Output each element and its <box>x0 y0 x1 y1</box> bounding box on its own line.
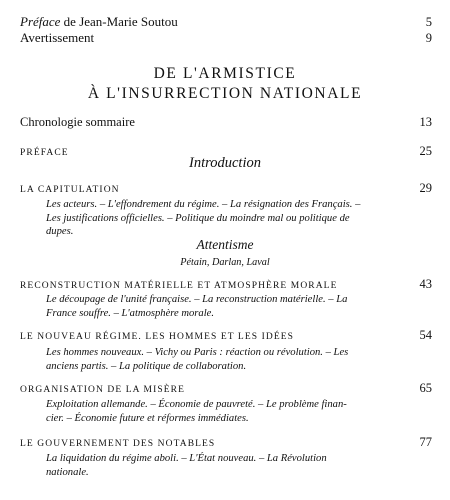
summary-line: Les justifications officielles. – Politique du moindre mal ou politique de <box>46 212 350 224</box>
summary-line: Le découpage de l'unité française. – La reconstruction matérielle. – La <box>46 294 348 305</box>
toc-entry-organisation-misere <box>20 381 432 396</box>
toc-entry-summary <box>46 198 424 239</box>
toc-entry-summary <box>46 452 424 479</box>
toc-entry-label: Avertissement <box>20 30 95 45</box>
toc-page-number: 77 <box>419 435 432 449</box>
toc-page-number: 43 <box>419 277 432 291</box>
part-title-line-2: À L'INSURRECTION NATIONALE <box>87 85 363 102</box>
attentisme-names: Pétain, Darlan, Laval <box>180 257 270 268</box>
summary-line: cier. – Économie future et réformes immédiates. <box>46 412 249 424</box>
toc-page-number: 54 <box>419 328 432 342</box>
summary-line: nationale. <box>46 466 89 478</box>
toc-entry-label: LA CAPITULATION <box>20 185 120 195</box>
toc-entry-avertissement <box>20 30 432 46</box>
summary-line: anciens partis. – La politique de collaboration. <box>46 360 247 372</box>
part-title-line-1: DE L'ARMISTICE <box>153 65 297 82</box>
toc-entry-label: LE NOUVEAU RÉGIME. LES HOMMES ET LES IDÉES <box>20 332 295 342</box>
summary-line: Les acteurs. – L'effondrement du régime. – La résignation des Français. – <box>46 199 361 210</box>
toc-entry-chronologie <box>20 115 432 130</box>
toc-entry-label <box>20 14 178 30</box>
introduction-heading: Introduction <box>189 155 261 171</box>
toc-page-number: 13 <box>419 115 432 129</box>
toc-entry-label: ORGANISATION DE LA MISÈRE <box>20 385 185 395</box>
toc-page-number: 25 <box>419 144 432 158</box>
toc-page-number: 5 <box>425 15 432 29</box>
toc-page-number: 9 <box>425 31 432 45</box>
summary-line: La liquidation du régime aboli. – L'État nouveau. – La Révolution <box>46 453 327 464</box>
toc-entry-label: RECONSTRUCTION MATÉRIELLE ET ATMOSPHÈRE MORALE <box>20 281 338 291</box>
toc-entry-gouvernement-notables <box>20 435 432 450</box>
toc-entry-label-rest: de Jean-Marie Soutou <box>60 14 178 29</box>
toc-entry-label: Chronologie sommaire <box>20 115 135 129</box>
toc-entry-label-italic: Préface <box>20 14 61 29</box>
toc-entry-capitulation <box>20 181 432 196</box>
toc-entry-label: PRÉFACE <box>20 148 69 158</box>
toc-entry-nouveau-regime <box>20 328 432 343</box>
toc-entry-summary <box>46 293 424 320</box>
toc-entry-reconstruction <box>20 277 432 292</box>
toc-entry-preface-soutou <box>20 14 432 30</box>
toc-page-number: 65 <box>419 381 432 395</box>
toc-entry-summary <box>46 346 424 373</box>
attentisme-heading: Attentisme <box>196 237 254 252</box>
toc-entry-summary <box>46 398 424 425</box>
summary-line: dupes. <box>46 226 74 237</box>
summary-line: Exploitation allemande. – Économie de pauvreté. – Le problème finan- <box>46 399 347 410</box>
summary-line: France souffre. – L'atmosphère morale. <box>46 307 215 319</box>
toc-page-number: 29 <box>419 181 432 195</box>
summary-line: Les hommes nouveaux. – Vichy ou Paris : réaction ou révolution. – Les <box>46 347 349 358</box>
toc-entry-label: LE GOUVERNEMENT DES NOTABLES <box>20 439 216 449</box>
